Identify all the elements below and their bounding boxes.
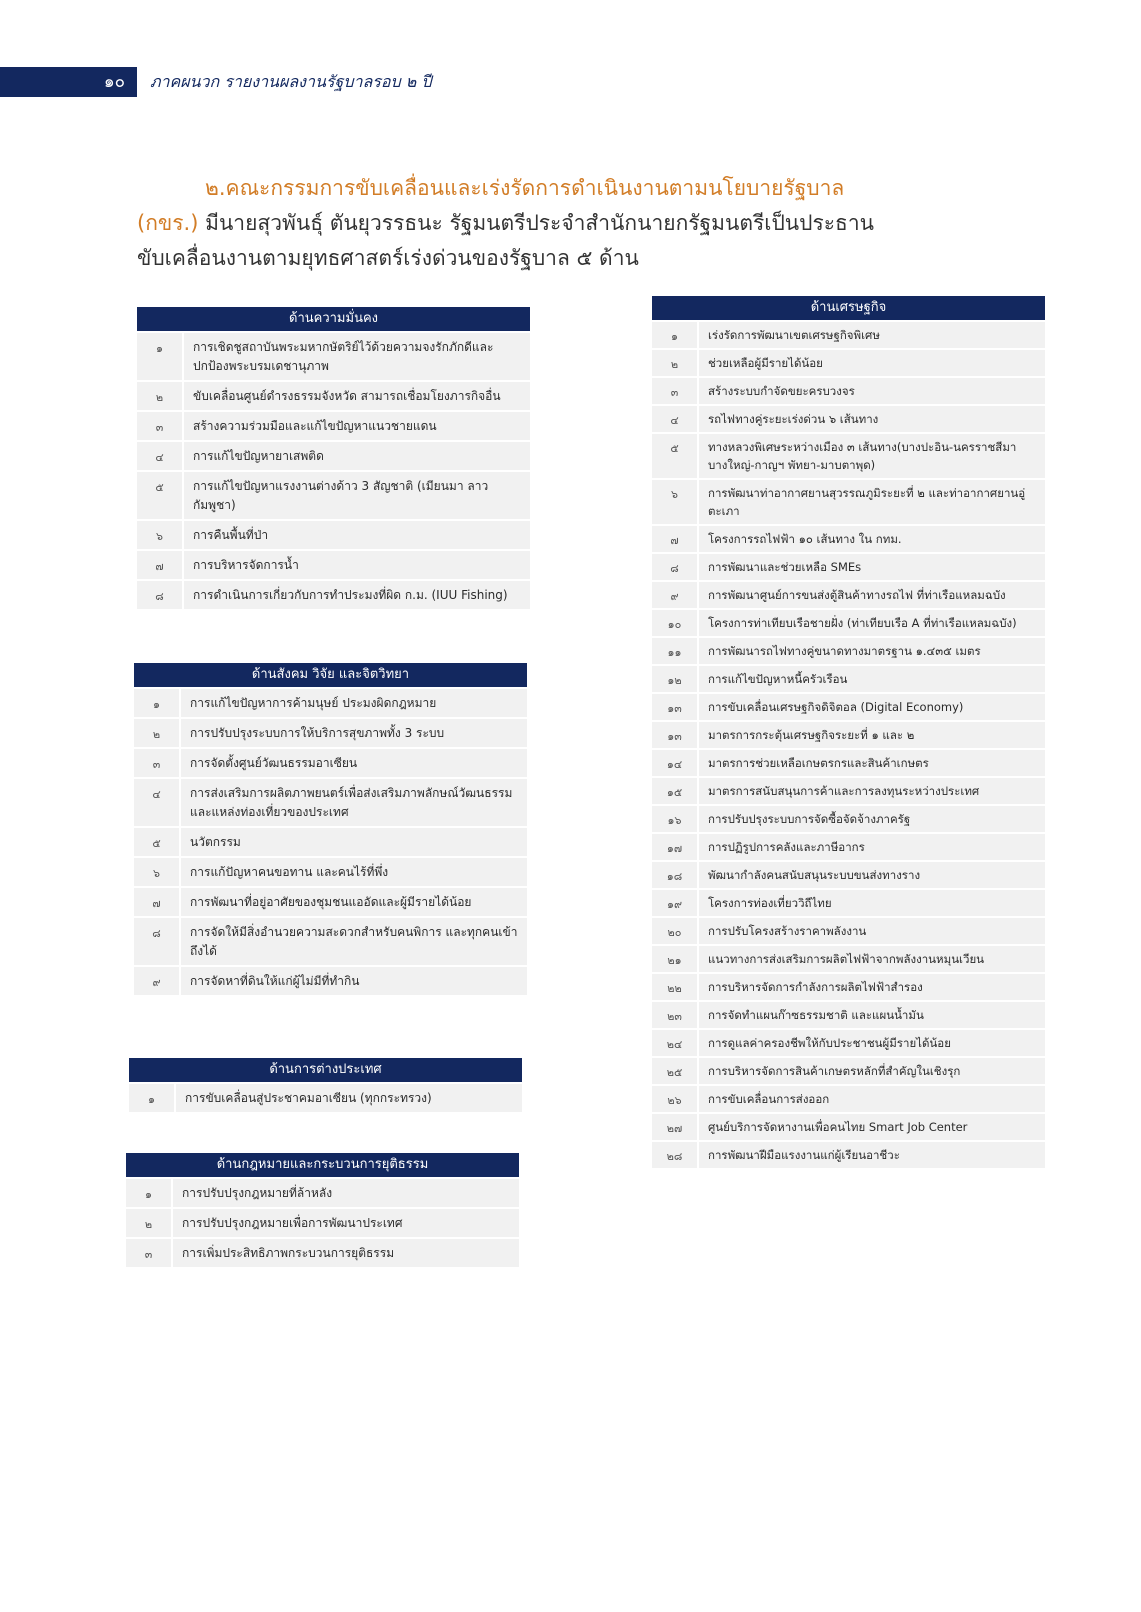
table-row	[652, 694, 1045, 720]
table-row	[137, 521, 530, 549]
item-text: การปรับปรุงกฎหมายเพื่อการพัฒนาประเทศ	[173, 1209, 519, 1237]
item-number: ๙	[134, 967, 179, 995]
item-text: ขับเคลื่อนศูนย์ดำรงธรรมจังหวัด สามารถเชื่อมโยงภารกิจอื่น	[184, 382, 530, 410]
item-text: นวัตกรรม	[181, 828, 527, 856]
heading-line2-text: มีนายสุวพันธุ์ ตันยุวรรธนะ รัฐมนตรีประจำสำนักนายกรัฐมนตรีเป็นประธาน	[198, 211, 874, 235]
item-number: ๖	[134, 858, 179, 886]
table-row	[134, 967, 527, 995]
item-number: ๕	[137, 472, 182, 519]
item-number: ๒๘	[652, 1142, 697, 1168]
table-row	[652, 918, 1045, 944]
item-number: ๑	[134, 689, 179, 717]
social-table	[134, 663, 527, 995]
table-row	[652, 526, 1045, 552]
item-text: การเพิ่มประสิทธิภาพกระบวนการยุติธรรม	[173, 1239, 519, 1267]
item-number: ๗	[652, 526, 697, 552]
item-number: ๑๕	[652, 778, 697, 804]
item-number: ๒๕	[652, 1058, 697, 1084]
item-number: ๔	[652, 406, 697, 432]
item-text: มาตรการสนับสนุนการค้าและการลงทุนระหว่างประเทศ	[699, 778, 1045, 804]
item-number: ๒	[126, 1209, 171, 1237]
item-number: ๗	[134, 888, 179, 916]
table-row	[134, 719, 527, 747]
item-text: การปรับปรุงระบบการจัดซื้อจัดจ้างภาครัฐ	[699, 806, 1045, 832]
table-row	[652, 666, 1045, 692]
table-row	[652, 974, 1045, 1000]
item-text: การจัดหาที่ดินให้แก่ผู้ไม่มีที่ทำกิน	[181, 967, 527, 995]
table-row	[652, 1030, 1045, 1056]
table-row	[129, 1084, 522, 1112]
item-text: การปรับปรุงระบบการให้บริการสุขภาพทั้ง 3 ระบบ	[181, 719, 527, 747]
running-header-title: ภาคผนวก รายงานผลงานรัฐบาลรอบ ๒ ปี	[150, 72, 432, 91]
item-text: การจัดให้มีสิ่งอำนวยความสะดวกสำหรับคนพิการ และทุกคนเข้าถึงได้	[181, 918, 527, 965]
item-number: ๒๓	[652, 1002, 697, 1028]
item-number: ๒๔	[652, 1030, 697, 1056]
item-number: ๑๘	[652, 862, 697, 888]
foreign-affairs-table	[129, 1058, 522, 1112]
item-text: การบริหารจัดการกำลังการผลิตไฟฟ้าสำรอง	[699, 974, 1045, 1000]
item-number: ๕	[652, 434, 697, 478]
item-text: โครงการท่องเที่ยววิถีไทย	[699, 890, 1045, 916]
item-text: ศูนย์บริการจัดหางานเพื่อคนไทย Smart Job Center	[699, 1114, 1045, 1140]
item-number: ๑๓	[652, 722, 697, 748]
item-number: ๔	[137, 442, 182, 470]
item-number: ๑๖	[652, 806, 697, 832]
item-number: ๗	[137, 551, 182, 579]
item-text: การพัฒนารถไฟทางคู่ขนาดทางมาตรฐาน ๑.๔๓๕ เมตร	[699, 638, 1045, 664]
item-text: มาตรการช่วยเหลือเกษตรกรและสินค้าเกษตร	[699, 750, 1045, 776]
item-text: การขับเคลื่อนสู่ประชาคมอาเซียน (ทุกกระทรวง)	[176, 1084, 522, 1112]
table-row	[652, 946, 1045, 972]
table-row	[137, 333, 530, 380]
item-text: การแก้ไขปัญหาหนี้ครัวเรือน	[699, 666, 1045, 692]
item-text: การพัฒนาท่าอากาศยานสุวรรณภูมิระยะที่ ๒ และท่าอากาศยานอู่ตะเภา	[699, 480, 1045, 524]
table-row	[137, 472, 530, 519]
table-row	[652, 1114, 1045, 1140]
table-row	[134, 888, 527, 916]
table-row	[137, 382, 530, 410]
table-row	[134, 749, 527, 777]
item-text: ช่วยเหลือผู้มีรายได้น้อย	[699, 350, 1045, 376]
item-number: ๘	[137, 581, 182, 609]
table-row	[652, 778, 1045, 804]
table-row	[652, 480, 1045, 524]
table-row	[652, 1142, 1045, 1168]
item-text: พัฒนากำลังคนสนับสนุนระบบขนส่งทางราง	[699, 862, 1045, 888]
item-number: ๒	[134, 719, 179, 747]
table-row	[652, 1002, 1045, 1028]
item-number: ๓	[652, 378, 697, 404]
item-text: สร้างระบบกำจัดขยะครบวงจร	[699, 378, 1045, 404]
table-row	[652, 638, 1045, 664]
section-heading-line1: ๒.คณะกรรมการขับเคลื่อนและเร่งรัดการดำเนินงานตามนโยบายรัฐบาล	[205, 176, 845, 200]
item-text: การพัฒนาที่อยู่อาศัยของชุมชนแออัดและผู้มีรายได้น้อย	[181, 888, 527, 916]
table-row	[652, 378, 1045, 404]
page-number: ๑๐	[0, 67, 137, 97]
table-row	[134, 828, 527, 856]
item-number: ๑๙	[652, 890, 697, 916]
committee-abbreviation: (กขร.)	[137, 211, 199, 235]
item-number: ๓	[134, 749, 179, 777]
table-row	[652, 862, 1045, 888]
item-text: โครงการท่าเทียบเรือชายฝั่ง (ท่าเทียบเรือ A ที่ท่าเรือแหลมฉบัง)	[699, 610, 1045, 636]
item-number: ๓	[137, 412, 182, 440]
section-heading-line2	[137, 207, 874, 239]
table-row	[137, 551, 530, 579]
table-header: ด้านการต่างประเทศ	[129, 1058, 522, 1082]
item-number: ๑๓	[652, 694, 697, 720]
table-row	[652, 554, 1045, 580]
item-text: มาตรการกระตุ้นเศรษฐกิจระยะที่ ๑ และ ๒	[699, 722, 1045, 748]
item-number: ๘	[134, 918, 179, 965]
item-number: ๓	[126, 1239, 171, 1267]
item-text: การปฏิรูปการคลังและภาษีอากร	[699, 834, 1045, 860]
item-text: การดูแลค่าครองชีพให้กับประชาชนผู้มีรายได้น้อย	[699, 1030, 1045, 1056]
table-row	[652, 806, 1045, 832]
law-justice-table	[126, 1153, 519, 1267]
item-number: ๒๒	[652, 974, 697, 1000]
item-number: ๑๐	[652, 610, 697, 636]
item-text: การปรับปรุงกฎหมายที่ล้าหลัง	[173, 1179, 519, 1207]
item-text: ทางหลวงพิเศษระหว่างเมือง ๓ เส้นทาง(บางปะอิน-นครราชสีมา บางใหญ่-กาญฯ พัทยา-มาบตาพุด)	[699, 434, 1045, 478]
item-number: ๑	[129, 1084, 174, 1112]
item-text: เร่งรัดการพัฒนาเขตเศรษฐกิจพิเศษ	[699, 322, 1045, 348]
item-text: การคืนพื้นที่ป่า	[184, 521, 530, 549]
item-number: ๑	[137, 333, 182, 380]
item-number: ๖	[652, 480, 697, 524]
table-row	[134, 689, 527, 717]
item-number: ๙	[652, 582, 697, 608]
table-row	[137, 581, 530, 609]
table-row	[652, 1058, 1045, 1084]
table-header: ด้านความมั่นคง	[137, 307, 530, 331]
item-text: แนวทางการส่งเสริมการผลิตไฟฟ้าจากพลังงานหมุนเวียน	[699, 946, 1045, 972]
item-number: ๑๑	[652, 638, 697, 664]
table-row	[652, 750, 1045, 776]
item-text: การพัฒนาฝีมือแรงงานแก่ผู้เรียนอาชีวะ	[699, 1142, 1045, 1168]
table-row	[652, 434, 1045, 478]
table-row	[652, 582, 1045, 608]
item-text: การแก้ไขปัญหาแรงงานต่างด้าว 3 สัญชาติ (เมียนมา ลาว กัมพูชา)	[184, 472, 530, 519]
table-row	[652, 322, 1045, 348]
item-number: ๑	[126, 1179, 171, 1207]
table-header: ด้านสังคม วิจัย และจิตวิทยา	[134, 663, 527, 687]
item-text: การแก้ไขปัญหาการค้ามนุษย์ ประมงผิดกฎหมาย	[181, 689, 527, 717]
table-row	[652, 350, 1045, 376]
item-text: การขับเคลื่อนการส่งออก	[699, 1086, 1045, 1112]
item-text: การพัฒนาและช่วยเหลือ SMEs	[699, 554, 1045, 580]
item-number: ๑	[652, 322, 697, 348]
table-row	[652, 1086, 1045, 1112]
table-row	[134, 918, 527, 965]
item-text: สร้างความร่วมมือและแก้ไขปัญหาแนวชายแดน	[184, 412, 530, 440]
item-text: การเชิดชูสถาบันพระมหากษัตริย์ไว้ด้วยความจงรักภักดีและปกป้องพระบรมเดชานุภาพ	[184, 333, 530, 380]
table-header: ด้านกฎหมายและกระบวนการยุติธรรม	[126, 1153, 519, 1177]
item-text: โครงการรถไฟฟ้า ๑๐ เส้นทาง ใน กทม.	[699, 526, 1045, 552]
economy-table	[652, 296, 1045, 1168]
item-number: ๖	[137, 521, 182, 549]
item-number: ๘	[652, 554, 697, 580]
table-row	[126, 1179, 519, 1207]
table-row	[652, 406, 1045, 432]
item-number: ๒๖	[652, 1086, 697, 1112]
table-row	[652, 610, 1045, 636]
table-header: ด้านเศรษฐกิจ	[652, 296, 1045, 320]
item-text: การแก้ไขปัญหายาเสพติด	[184, 442, 530, 470]
item-number: ๒๐	[652, 918, 697, 944]
table-row	[137, 412, 530, 440]
item-text: การบริหารจัดการสินค้าเกษตรหลักที่สำคัญในเชิงรุก	[699, 1058, 1045, 1084]
item-text: การจัดทำแผนก๊าซธรรมชาติ และแผนน้ำมัน	[699, 1002, 1045, 1028]
item-text: การส่งเสริมการผลิตภาพยนตร์เพื่อส่งเสริมภาพลักษณ์วัฒนธรรมและแหล่งท่องเที่ยวของประเทศ	[181, 779, 527, 826]
table-row	[652, 834, 1045, 860]
item-text: การปรับโครงสร้างราคาพลังงาน	[699, 918, 1045, 944]
item-text: การจัดตั้งศูนย์วัฒนธรรมอาเซียน	[181, 749, 527, 777]
item-text: การบริหารจัดการน้ำ	[184, 551, 530, 579]
item-text: รถไฟทางคู่ระยะเร่งด่วน ๖ เส้นทาง	[699, 406, 1045, 432]
item-number: ๑๒	[652, 666, 697, 692]
item-number: ๕	[134, 828, 179, 856]
security-table	[137, 307, 530, 609]
item-number: ๒	[652, 350, 697, 376]
table-row	[126, 1239, 519, 1267]
table-row	[134, 779, 527, 826]
item-number: ๒	[137, 382, 182, 410]
item-number: ๑๗	[652, 834, 697, 860]
table-row	[137, 442, 530, 470]
section-heading-line3: ขับเคลื่อนงานตามยุทธศาสตร์เร่งด่วนของรัฐบาล ๕ ด้าน	[137, 246, 639, 270]
item-text: การพัฒนาศูนย์การขนส่งตู้สินค้าทางรถไฟ ที่ท่าเรือแหลมฉบัง	[699, 582, 1045, 608]
item-text: การขับเคลื่อนเศรษฐกิจดิจิตอล (Digital Economy)	[699, 694, 1045, 720]
table-row	[126, 1209, 519, 1237]
item-text: การดำเนินการเกี่ยวกับการทำประมงที่ผิด ก.ม. (IUU Fishing)	[184, 581, 530, 609]
table-row	[652, 890, 1045, 916]
table-row	[652, 722, 1045, 748]
item-number: ๒๑	[652, 946, 697, 972]
item-number: ๒๗	[652, 1114, 697, 1140]
item-text: การแก้ปัญหาคนขอทาน และคนไร้ที่พึ่ง	[181, 858, 527, 886]
item-number: ๑๔	[652, 750, 697, 776]
item-number: ๔	[134, 779, 179, 826]
table-row	[134, 858, 527, 886]
